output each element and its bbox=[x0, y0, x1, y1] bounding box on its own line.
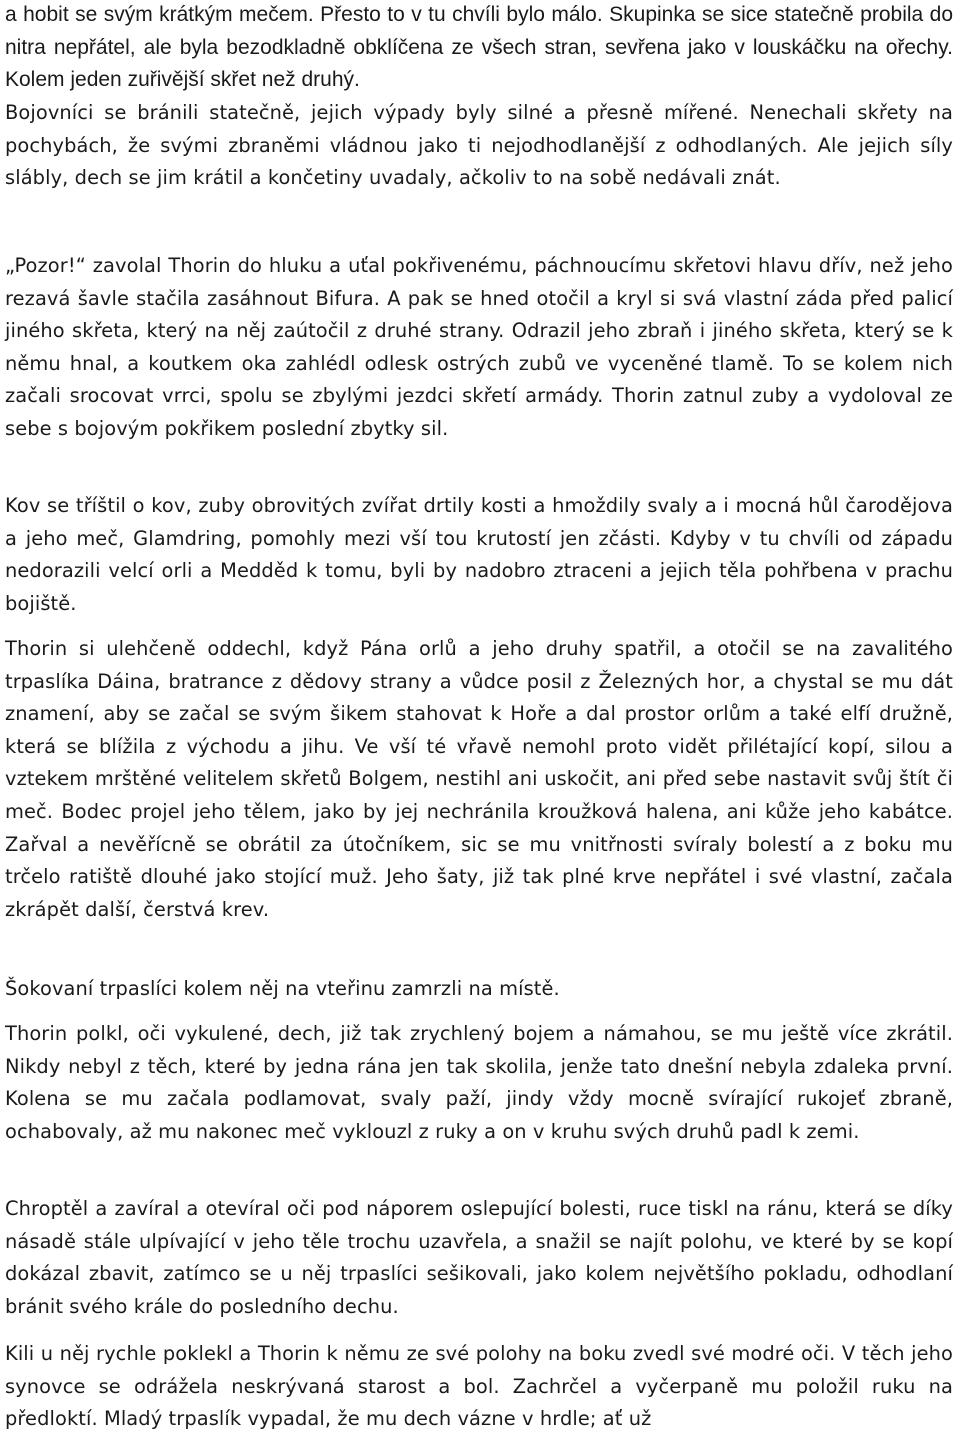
paragraph-2: Bojovníci se bránili statečně, jejich výpady byly silné a přesně mířené. Nenechali skřety na pochybách, že svými zbraněmi vládnou jako ti nejodhodlanější z odhodlaných. Ale jejich síly slábly, dech se jim krátil a končetiny uvadaly, ačkoliv to na sobě nedávali znát. bbox=[5, 101, 953, 190]
paragraph-4: Kov se tříštil o kov, zuby obrovitých zvířat drtily kosti a hmoždily svaly a i mocná hůl čarodějova a jeho meč, Glamdring, pomohly mezi vší tou krutostí jen zčásti. Kdyby v tu chvíli od západu nedorazili velcí orli a Medděd k tomu, byli by nadobro ztraceni a jejich těla pohřbena v prachu bojiště. bbox=[5, 494, 953, 615]
paragraph-7: Thorin polkl, oči vykulené, dech, již tak zrychlený bojem a námahou, se mu ještě více zkrátil. Nikdy nebyl z těch, které by jedna rána jen tak skolila, jenže tato dnešní nebyla zdaleka první. Kolena se mu začala podlamovat, svaly paží, jindy vždy mocně svírající rukojeť zbraně, ochabovaly, až mu nakonec meč vyklouzl z ruky a on v kruhu svých druhů padl k zemi. bbox=[5, 1022, 953, 1143]
paragraph-9: Kili u něj rychle poklekl a Thorin k němu ze své polohy na boku zvedl své modré oči. V těch jeho synovce se odrážela neskrývaná starost a bol. Zachrčel a vyčerpaně mu položil ruku na předloktí. Mladý trpaslík vypadal, že mu dech vázne v hrdle; ať už bbox=[5, 1342, 953, 1431]
paragraph-1: a hobit se svým krátkým mečem. Přesto to v tu chvíli bylo málo. Skupinka se sice statečně probila do nitra nepřátel, ale byla bezodkladně obklíčena ze všech stran, sevřena jako v louskáčku na ořechy. Kolem jeden zuřivější skřet než druhý. bbox=[5, 3, 953, 92]
paragraph-5: Thorin si ulehčeně oddechl, když Pána orlů a jeho druhy spatřil, a otočil se na zavalitého trpaslíka Dáina, bratrance z dědovy strany a vůdce posil z Železných hor, a chystal se mu dát znamení, aby se začal se svým šikem stahovat k Hoře a dal prostor orlům a také elfí družně, která se blížila z východu a jihu. Ve vší té vřavě nemohl proto vidět přilétající kopí, silou a vztekem mrštěné velitelem skřetů Bolgem, nestihl ani uskočit, ani před sebe nastavit svůj štít či meč. Bodec projel jeho tělem, jako by jej nechránila kroužková halena, ani kůže jeho kabátce. Zařval a nevěřícně se obrátil za útočníkem, sic se mu vnitřnosti svíraly bolestí a z boku mu trčelo ratiště dlouhé jako stojící muž. Jeho šaty, již tak plné krve nepřátel i své vlastní, začala zkrápět další, čerstvá krev. bbox=[5, 637, 953, 921]
paragraph-3: „Pozor!“ zavolal Thorin do hluku a uťal pokřivenému, páchnoucímu skřetovi hlavu dřív, než jeho rezavá šavle stačila zasáhnout Bifura. A pak se hned otočil a kryl si svá vlastní záda před palicí jiného skřeta, který na něj zaútočil z druhé strany. Odrazil jeho zbraň i jiného skřeta, který se k němu hnal, a koutkem oka zahlédl odlesk ostrých zubů ve vyceněné tlamě. To se kolem nich začali srocovat vrrci, spolu se zbylými jezdci skřetí armády. Thorin zatnul zuby a vydoloval ze sebe s bojovým pokřikem poslední zbytky sil. bbox=[5, 254, 953, 440]
paragraph-8: Chroptěl a zavíral a otevíral oči pod náporem oslepující bolesti, ruce tiskl na ránu, která se díky násadě stále ulpívající v jeho těle trochu uzavřela, a snažil se najít polohu, ve které by se kopí dokázal zbavit, zatímco se u něj trpaslíci sešikovali, jako kolem největšího pokladu, odhodlaní bránit svého krále do posledního dechu. bbox=[5, 1197, 953, 1318]
paragraph-6: Šokovaní trpaslíci kolem něj na vteřinu zamrzli na místě. bbox=[5, 977, 560, 1000]
